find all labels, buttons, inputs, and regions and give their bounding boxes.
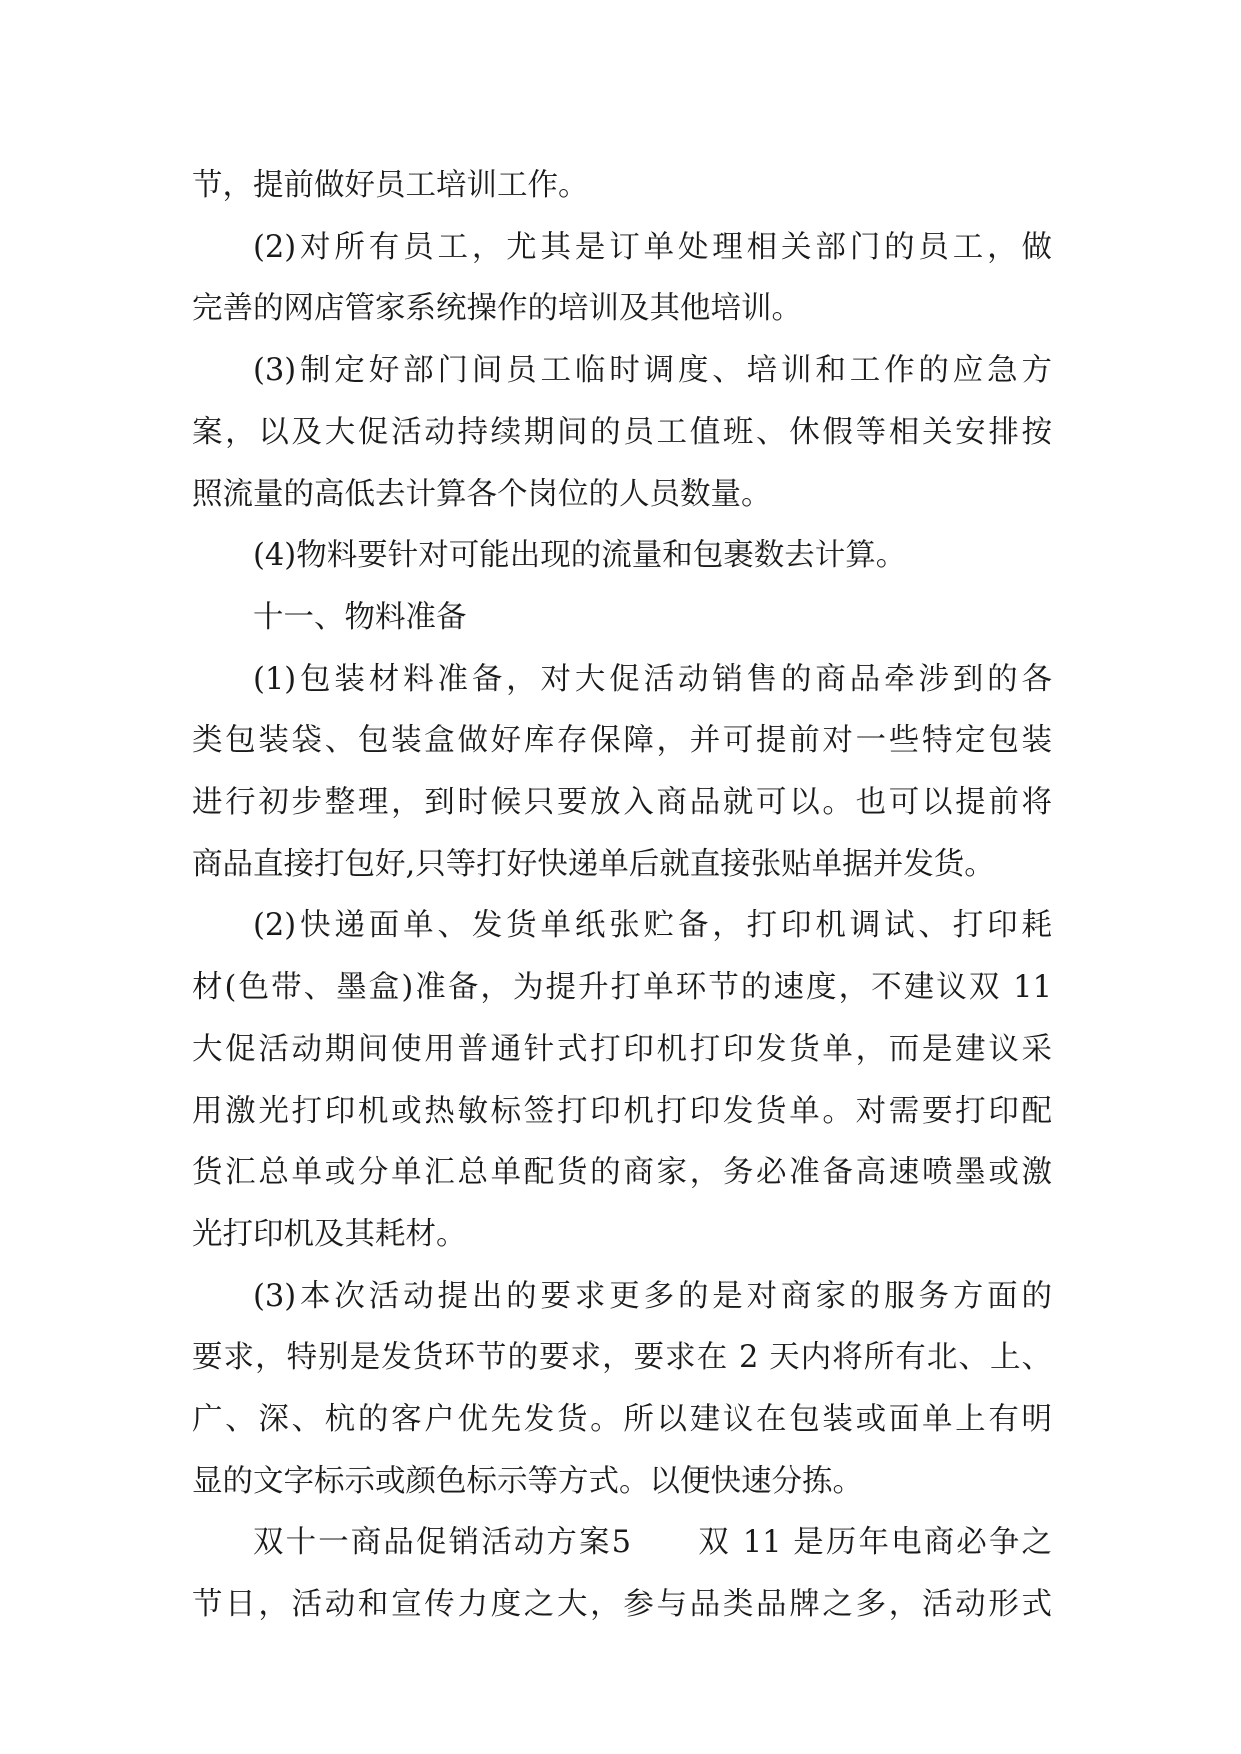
text-line-19 [192, 1266, 1052, 1328]
text-line-06 [192, 464, 1052, 526]
line-text: 类包装袋、包装盒做好库存保障，并可提前对一些特定包装 [192, 723, 1052, 759]
line-text: (2)快递面单、发货单纸张贮备，打印机调试、打印耗 [253, 908, 1052, 944]
text-line-07 [192, 525, 1052, 587]
text-line-02 [192, 217, 1052, 279]
line-text: 显的文字标示或颜色标示等方式。以便快速分拣。 [192, 1463, 863, 1499]
text-line-09 [192, 649, 1052, 711]
line-text: (4)物料要针对可能出现的流量和包裹数去计算。 [253, 538, 907, 574]
text-line-22 [192, 1451, 1052, 1513]
text-line-04 [192, 340, 1052, 402]
text-line-21 [192, 1389, 1052, 1451]
line-text: 完善的网店管家系统操作的培训及其他培训。 [192, 291, 802, 327]
line-text: 进行初步整理，到时候只要放入商品就可以。也可以提前将 [192, 785, 1052, 821]
line-text: 节，提前做好员工培训工作。 [192, 168, 589, 203]
line-text: 商品直接打包好,只等打好快递单后就直接张贴单据并发货。 [192, 846, 995, 882]
document-body [192, 155, 1052, 1636]
line-text: (1)包装材料准备，对大促活动销售的商品牵涉到的各 [253, 661, 1052, 697]
line-text: 照流量的高低去计算各个岗位的人员数量。 [192, 476, 772, 512]
text-line-05 [192, 402, 1052, 464]
text-line-15 [192, 1019, 1052, 1081]
line-text: 十一、物料准备 [253, 599, 467, 635]
line-text: 双十一商品促销活动方案5 双 11 是历年电商必争之 [253, 1525, 1052, 1561]
text-line-20 [192, 1327, 1052, 1389]
line-text: 案，以及大促活动持续期间的员工值班、休假等相关安排按 [192, 414, 1052, 450]
line-text: 用激光打印机或热敏标签打印机打印发货单。对需要打印配 [192, 1093, 1052, 1129]
line-text: (3)本次活动提出的要求更多的是对商家的服务方面的 [253, 1278, 1052, 1314]
line-text: 广、深、杭的客户优先发货。所以建议在包装或面单上有明 [192, 1402, 1052, 1438]
text-line-11 [192, 772, 1052, 834]
text-line-14 [192, 957, 1052, 1019]
text-line-01 [192, 155, 1052, 217]
section-heading [192, 587, 1052, 649]
line-text: 货汇总单或分单汇总单配货的商家，务必准备高速喷墨或激 [192, 1155, 1052, 1191]
text-line-18 [192, 1204, 1052, 1266]
line-text: 光打印机及其耗材。 [192, 1216, 467, 1252]
line-text: 材(色带、墨盒)准备，为提升打单环节的速度，不建议双 11 [192, 970, 1052, 1006]
line-text: (2)对所有员工，尤其是订单处理相关部门的员工，做 [253, 229, 1052, 265]
text-line-23 [192, 1512, 1052, 1574]
text-line-12 [192, 834, 1052, 896]
line-text: 节日，活动和宣传力度之大，参与品类品牌之多，活动形式 [192, 1587, 1052, 1623]
line-text: 要求，特别是发货环节的要求，要求在 2 天内将所有北、上、 [192, 1340, 1052, 1376]
text-line-10 [192, 710, 1052, 772]
text-line-16 [192, 1081, 1052, 1143]
line-text: (3)制定好部门间员工临时调度、培训和工作的应急方 [253, 353, 1052, 389]
text-line-17 [192, 1142, 1052, 1204]
text-line-03 [192, 278, 1052, 340]
line-text: 大促活动期间使用普通针式打印机打印发货单，而是建议采 [192, 1031, 1052, 1067]
text-line-13 [192, 895, 1052, 957]
text-line-24 [192, 1574, 1052, 1636]
